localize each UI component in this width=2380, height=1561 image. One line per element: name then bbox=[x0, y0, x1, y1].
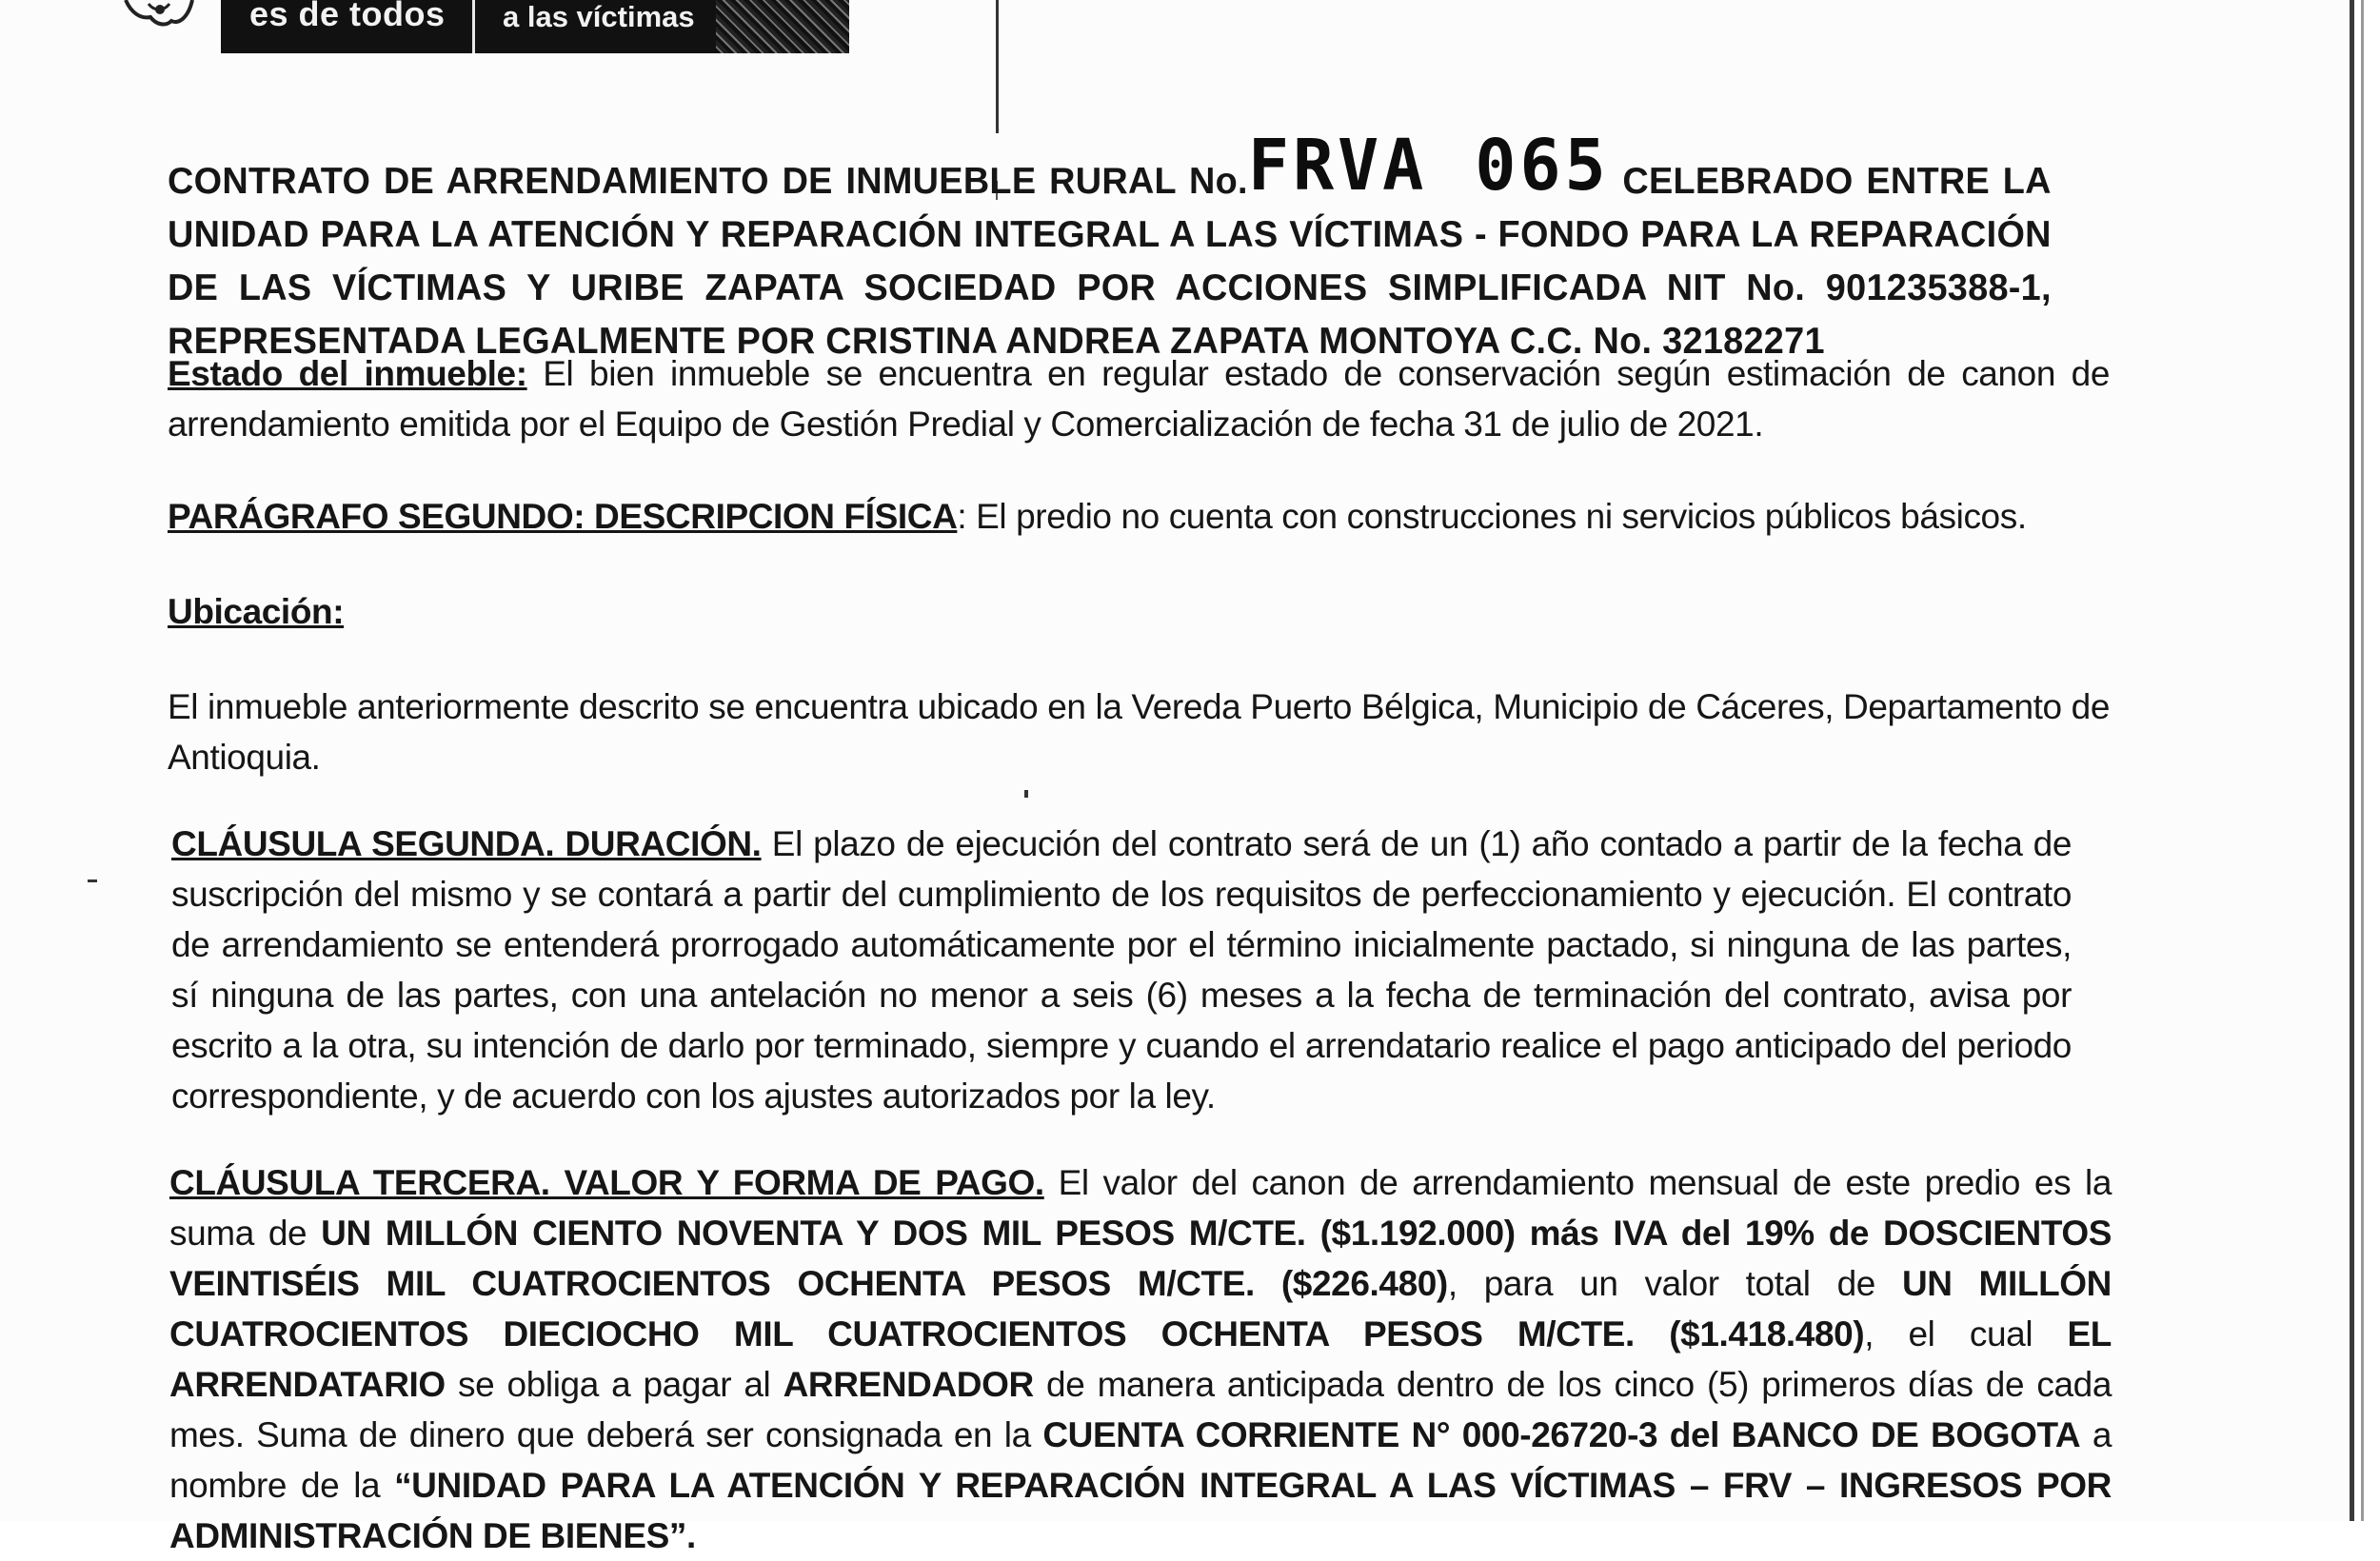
estado-heading: Estado del inmueble: bbox=[168, 354, 527, 393]
total-amount: UN MILLÓN CUATROCIENTOS DIECIOCHO MIL CUATROCIENTOS OCHENTA PESOS M/CTE. ($1.418.480) bbox=[169, 1264, 2112, 1354]
arrendatario-term: EL ARRENDATARIO bbox=[169, 1314, 2112, 1404]
clausula-tercera-text-6: a nombre de la bbox=[169, 1415, 2112, 1505]
banner-right-text: a las víctimas bbox=[503, 0, 695, 33]
page-edge-shadow bbox=[2350, 0, 2354, 1521]
ubicacion-heading: Ubicación: bbox=[168, 592, 345, 631]
estado-body: El bien inmueble se encuentra en regular estado de conservación según estimación de canon de arrendamiento emitida por el Equipo de Gestión Predial y Comercialización de fecha 31 de julio de 2021. bbox=[168, 354, 2110, 444]
clausula-tercera-text-4: se obliga a pagar al bbox=[445, 1365, 783, 1404]
paragrafo-segundo bbox=[168, 491, 2110, 542]
clausula-segunda-heading: CLÁUSULA SEGUNDA. DURACIÓN. bbox=[171, 824, 762, 863]
ubicacion-paragraph bbox=[168, 682, 2110, 782]
page-edge bbox=[2348, 0, 2380, 1521]
clausula-tercera-text-3: , el cual bbox=[1864, 1314, 2068, 1354]
ubicacion-body: El inmueble anteriormente descrito se encuentra ubicado en la Vereda Puerto Bélgica, Municipio de Cáceres, Departamento de Antioquia. bbox=[168, 687, 2110, 777]
scan-artifact-line bbox=[996, 0, 999, 133]
contract-number-stamp: FRVA 065 bbox=[1247, 125, 1610, 207]
page-edge-line bbox=[2361, 0, 2364, 1521]
clausula-segunda bbox=[171, 819, 2072, 1121]
clausula-tercera-heading: CLÁUSULA TERCERA. VALOR Y FORMA DE PAGO. bbox=[169, 1163, 1044, 1202]
banner-scan-noise bbox=[716, 0, 849, 53]
banner-left-text: es de todos bbox=[249, 0, 446, 33]
title-suffix: CELEBRADO ENTRE LA UNIDAD PARA LA ATENCIÓN Y REPARACIÓN INTEGRAL A LAS VÍCTIMAS - FONDO PARA LA REPARACIÓN DE LAS VÍCTIMAS Y URIBE ZAPATA SOCIEDAD POR ACCIONES SIMPLIFICADA NIT No. 901235388-1, REPRESENTADA LEGALMENTE POR CRISTINA ANDREA ZAPATA MONTOYA C.C. No. 32182271 bbox=[168, 161, 2052, 362]
canon-amount: UN MILLÓN CIENTO NOVENTA Y DOS MIL PESOS M/CTE. ($1.192.000) más IVA del 19% de DOSCIENTOS VEINTISÉIS MIL CUATROCIENTOS OCHENTA PESOS M/CTE. ($226.480) bbox=[169, 1214, 2112, 1303]
clausula-segunda-body: El plazo de ejecución del contrato será de un (1) año contado a partir de la fecha de suscripción del mismo y se contará a partir del cumplimiento de los requisitos de perfeccionamiento y ejecución. El contrato de arrendamiento se entenderá prorrogado automáticamente por el término inicialmente pactado, si ninguna de las partes, sí ninguna de las partes, con una antelación no menor a seis (6) meses a la fecha de terminación del contrato, avisa por escrito a la otra, su intención de darlo por terminado, siempre y cuando el arrendatario realice el pago anticipado del periodo correspondiente, y de acuerdo con los ajustes autorizados por la ley. bbox=[171, 824, 2073, 1116]
scan-artifact-dot bbox=[1024, 790, 1028, 798]
paragrafo-heading: PARÁGRAFO SEGUNDO: DESCRIPCION FÍSICA bbox=[168, 497, 958, 536]
title-prefix: CONTRATO DE ARRENDAMIENTO DE INMUEBLE RURAL No. bbox=[168, 161, 1248, 202]
account-holder: “UNIDAD PARA LA ATENCIÓN Y REPARACIÓN INTEGRAL A LAS VÍCTIMAS – FRV – INGRESOS POR ADMINISTRACIÓN DE BIENES”. bbox=[169, 1466, 2112, 1555]
ubicacion-heading-block bbox=[168, 586, 2110, 637]
government-banner bbox=[221, 0, 849, 53]
paragrafo-body: : El predio no cuenta con construcciones ni servicios públicos básicos. bbox=[957, 497, 2027, 536]
clausula-tercera-text-5: de manera anticipada dentro de los cinco (5) primeros días de cada mes. Suma de dinero que deberá ser consignada en la bbox=[169, 1365, 2112, 1454]
contract-title bbox=[168, 125, 2052, 368]
clausula-tercera bbox=[169, 1157, 2112, 1561]
clausula-tercera-text-2: , para un valor total de bbox=[1447, 1264, 1902, 1303]
banner-divider bbox=[472, 0, 475, 53]
clausula-tercera-text-1: El valor del canon de arrendamiento mensual de este predio es la suma de bbox=[169, 1163, 2112, 1253]
arrendador-term: ARRENDADOR bbox=[783, 1365, 1034, 1404]
estado-paragraph bbox=[168, 348, 2110, 449]
coat-of-arms-icon bbox=[122, 0, 196, 34]
scan-artifact-dash bbox=[88, 879, 97, 882]
bank-account: CUENTA CORRIENTE N° 000-26720-3 del BANCO DE BOGOTA bbox=[1042, 1415, 2081, 1454]
